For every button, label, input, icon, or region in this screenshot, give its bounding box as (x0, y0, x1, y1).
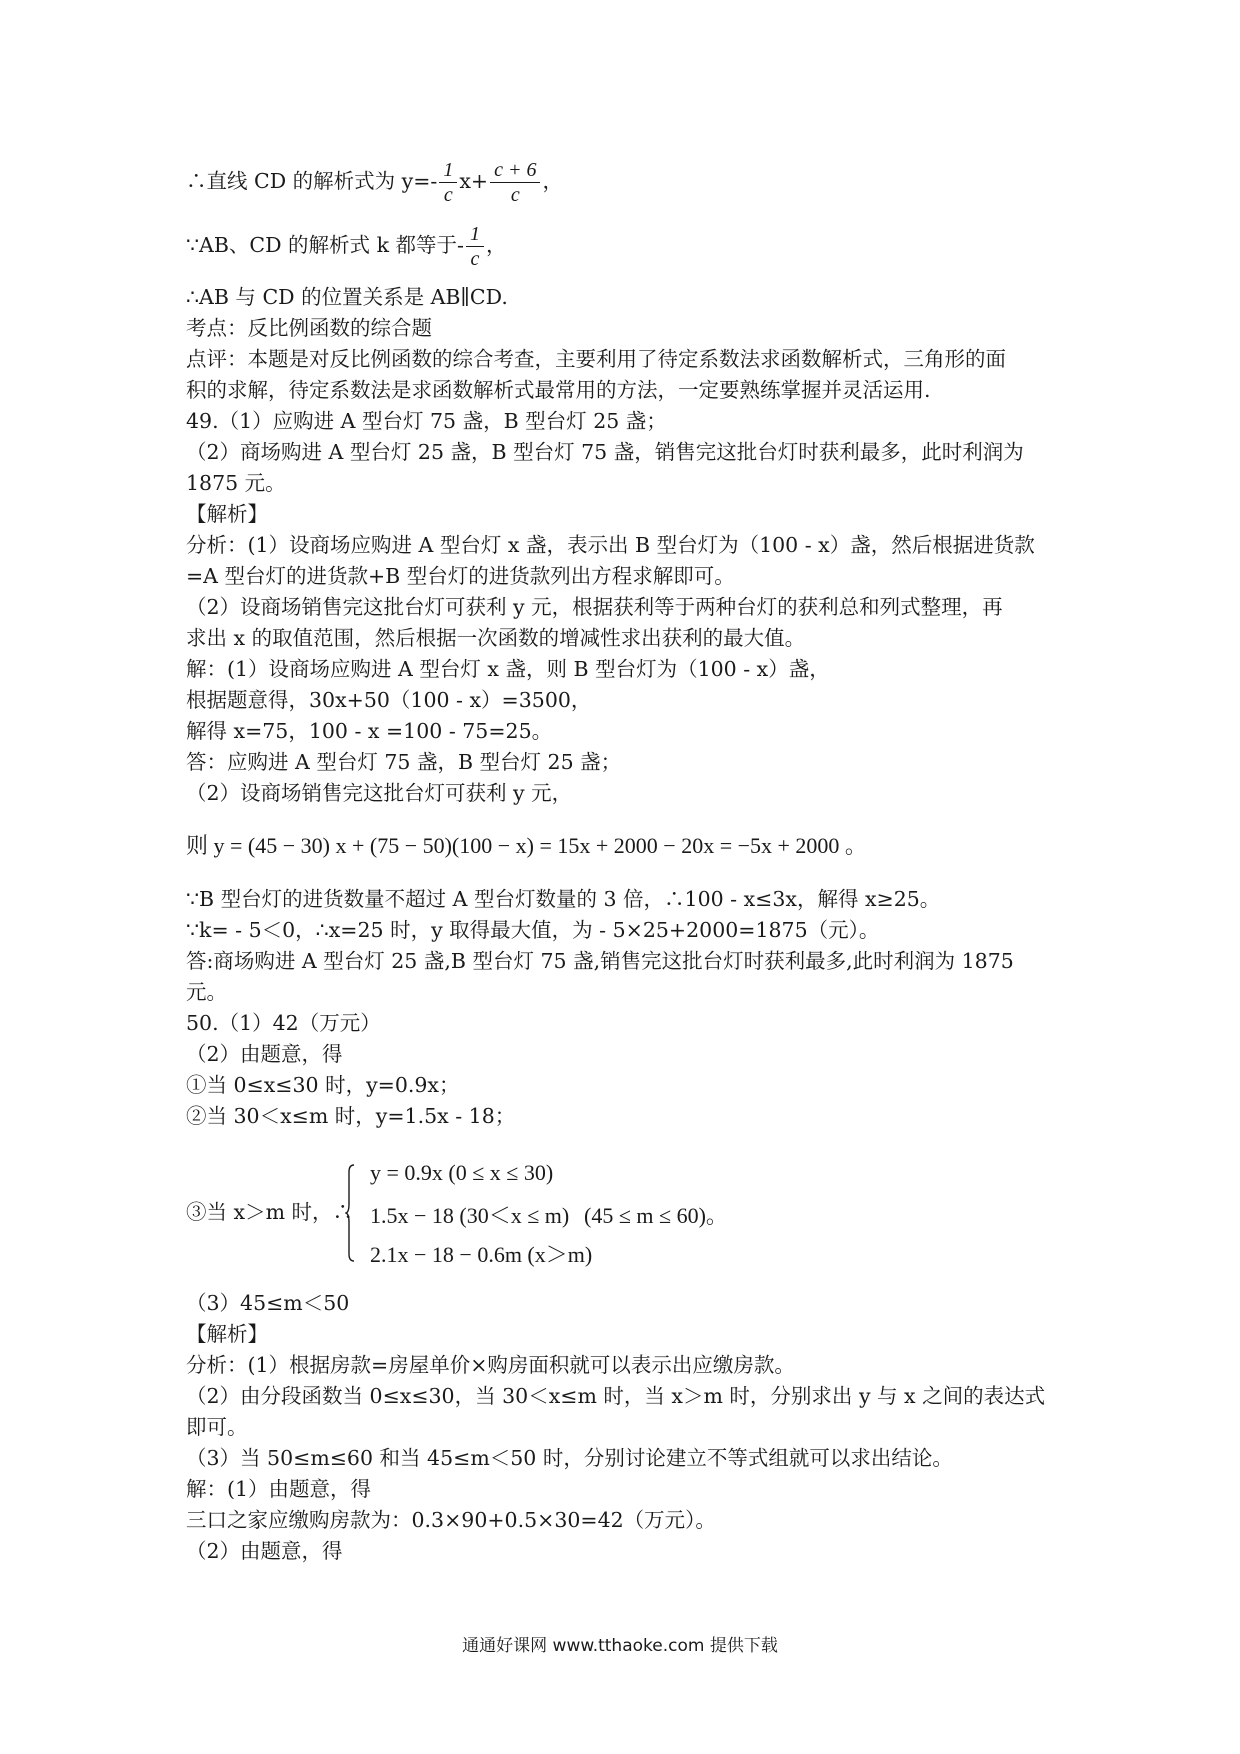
system-equation-3: 2.1x − 18 − 0.6m (x＞m) (370, 1242, 593, 1267)
text-line (186, 222, 506, 271)
text-line: 解：(1）设商场应购进 A 型台灯 x 盏，则 B 型台灯为（100 - x）盏， (186, 657, 830, 681)
text-line: （2）设商场销售完这批台灯可获利 y 元，根据获利等于两种台灯的获利总和列式整理，再 (186, 595, 1003, 619)
text-line: 点评：本题是对反比例函数的综合考查，主要利用了待定系数法求函数解析式，三角形的面 (186, 347, 1006, 371)
text-line: （3）45≤m＜50 (186, 1291, 350, 1315)
system-equation-1: y = 0.9x (0 ≤ x ≤ 30) (370, 1160, 554, 1185)
text-line: ∵B 型台灯的进货数量不超过 A 型台灯数量的 3 倍，∴100 - x≤3x，解得 x≥25。 (186, 887, 941, 911)
text-line: 积的求解，待定系数法是求函数解析式最常用的方法，一定要熟练掌握并灵活运用. (186, 378, 931, 402)
text-line: 解得 x=75，100 - x =100 - 75=25。 (186, 719, 553, 743)
text-line: ③当 x＞m 时，∴ (186, 1200, 354, 1224)
text-line: （2）设商场销售完这批台灯可获利 y 元， (186, 781, 573, 805)
system-equation-2: 1.5x − 18 (30＜x ≤ m) (370, 1203, 570, 1228)
text-line: （2）由分段函数当 0≤x≤30，当 30＜x≤m 时，当 x＞m 时，分别求出 y 与 x 之间的表达式 (186, 1384, 1046, 1408)
text-line: =A 型台灯的进货款+B 型台灯的进货款列出方程求解即可。 (186, 564, 735, 588)
text-line: 三口之家应缴购房款为：0.3×90+0.5×30=42（万元）。 (186, 1508, 716, 1532)
text-line: 根据题意得，30x+50（100 - x）=3500， (186, 688, 592, 712)
text-line: ∴AB 与 CD 的位置关系是 AB∥CD. (186, 285, 508, 309)
section-heading: 【解析】 (186, 1322, 268, 1346)
text-line: ②当 30＜x≤m 时，y=1.5x - 18； (186, 1104, 516, 1128)
text-line: 1875 元。 (186, 471, 286, 495)
left-brace-icon (345, 1164, 355, 1262)
text-line: 元。 (186, 980, 227, 1004)
text-run: ， (485, 233, 507, 257)
text-line: 答：应购进 A 型台灯 75 盏，B 型台灯 25 盏； (186, 750, 622, 774)
text-line: （3）当 50≤m≤60 和当 45≤m＜50 时，分别讨论建立不等式组就可以求出结论。 (186, 1446, 953, 1470)
text-line: ∵k= - 5＜0，∴x=25 时，y 取得最大值，为 - 5×25+2000=1875（元）。 (186, 918, 880, 942)
text-line: （2）商场购进 A 型台灯 25 盏，B 型台灯 75 盏，销售完这批台灯时获利最多，此时利润为 (186, 440, 1024, 464)
text-line: 49.（1）应购进 A 型台灯 75 盏，B 型台灯 25 盏； (186, 409, 667, 433)
text-line: 考点：反比例函数的综合题 (186, 316, 432, 340)
text-line: （2）由题意，得 (186, 1042, 343, 1066)
text-line: ①当 0≤x≤30 时，y=0.9x； (186, 1073, 460, 1097)
text-run: ∵AB、CD 的解析式 k 都等于- (186, 233, 464, 257)
text-line: 求出 x 的取值范围，然后根据一次函数的增减性求出获利的最大值。 (186, 626, 806, 650)
text-line: 即可。 (186, 1415, 248, 1439)
text-line: （2）由题意，得 (186, 1539, 343, 1563)
fraction: $\frac{1}{c}$ (439, 158, 457, 207)
section-heading: 【解析】 (186, 502, 268, 526)
text-run: x+ (459, 169, 489, 193)
system-condition: (45 ≤ m ≤ 60)。 (584, 1203, 728, 1228)
text-line (186, 158, 563, 207)
page-footer: 通通好课网 www.tthaoke.com 提供下载 (462, 1636, 778, 1656)
text-run: ， (542, 169, 563, 193)
text-line: 50.（1）42（万元） (186, 1011, 381, 1035)
text-line: 分析：(1）设商场应购进 A 型台灯 x 盏，表示出 B 型台灯为（100 - x）盏，然后根据进货款 (186, 533, 1035, 557)
text-run: ∴直线 CD 的解析式为 y=- (186, 169, 438, 193)
equation-line: 则 y = (45 − 30) x + (75 − 50)(100 − x) = 15x + 2000 − 20x = −5x + 2000 。 (186, 833, 867, 858)
text-line: 解：(1）由题意，得 (186, 1477, 372, 1501)
fraction: $\frac{1}{c}$ (466, 222, 484, 271)
text-line: 答:商场购进 A 型台灯 25 盏,B 型台灯 75 盏,销售完这批台灯时获利最多,此时利润为 1875 (186, 949, 1014, 973)
text-line: 分析：(1）根据房款=房屋单价×购房面积就可以表示出应缴房款。 (186, 1353, 795, 1377)
fraction: $\frac{c + 6}{c}$ (490, 158, 540, 207)
